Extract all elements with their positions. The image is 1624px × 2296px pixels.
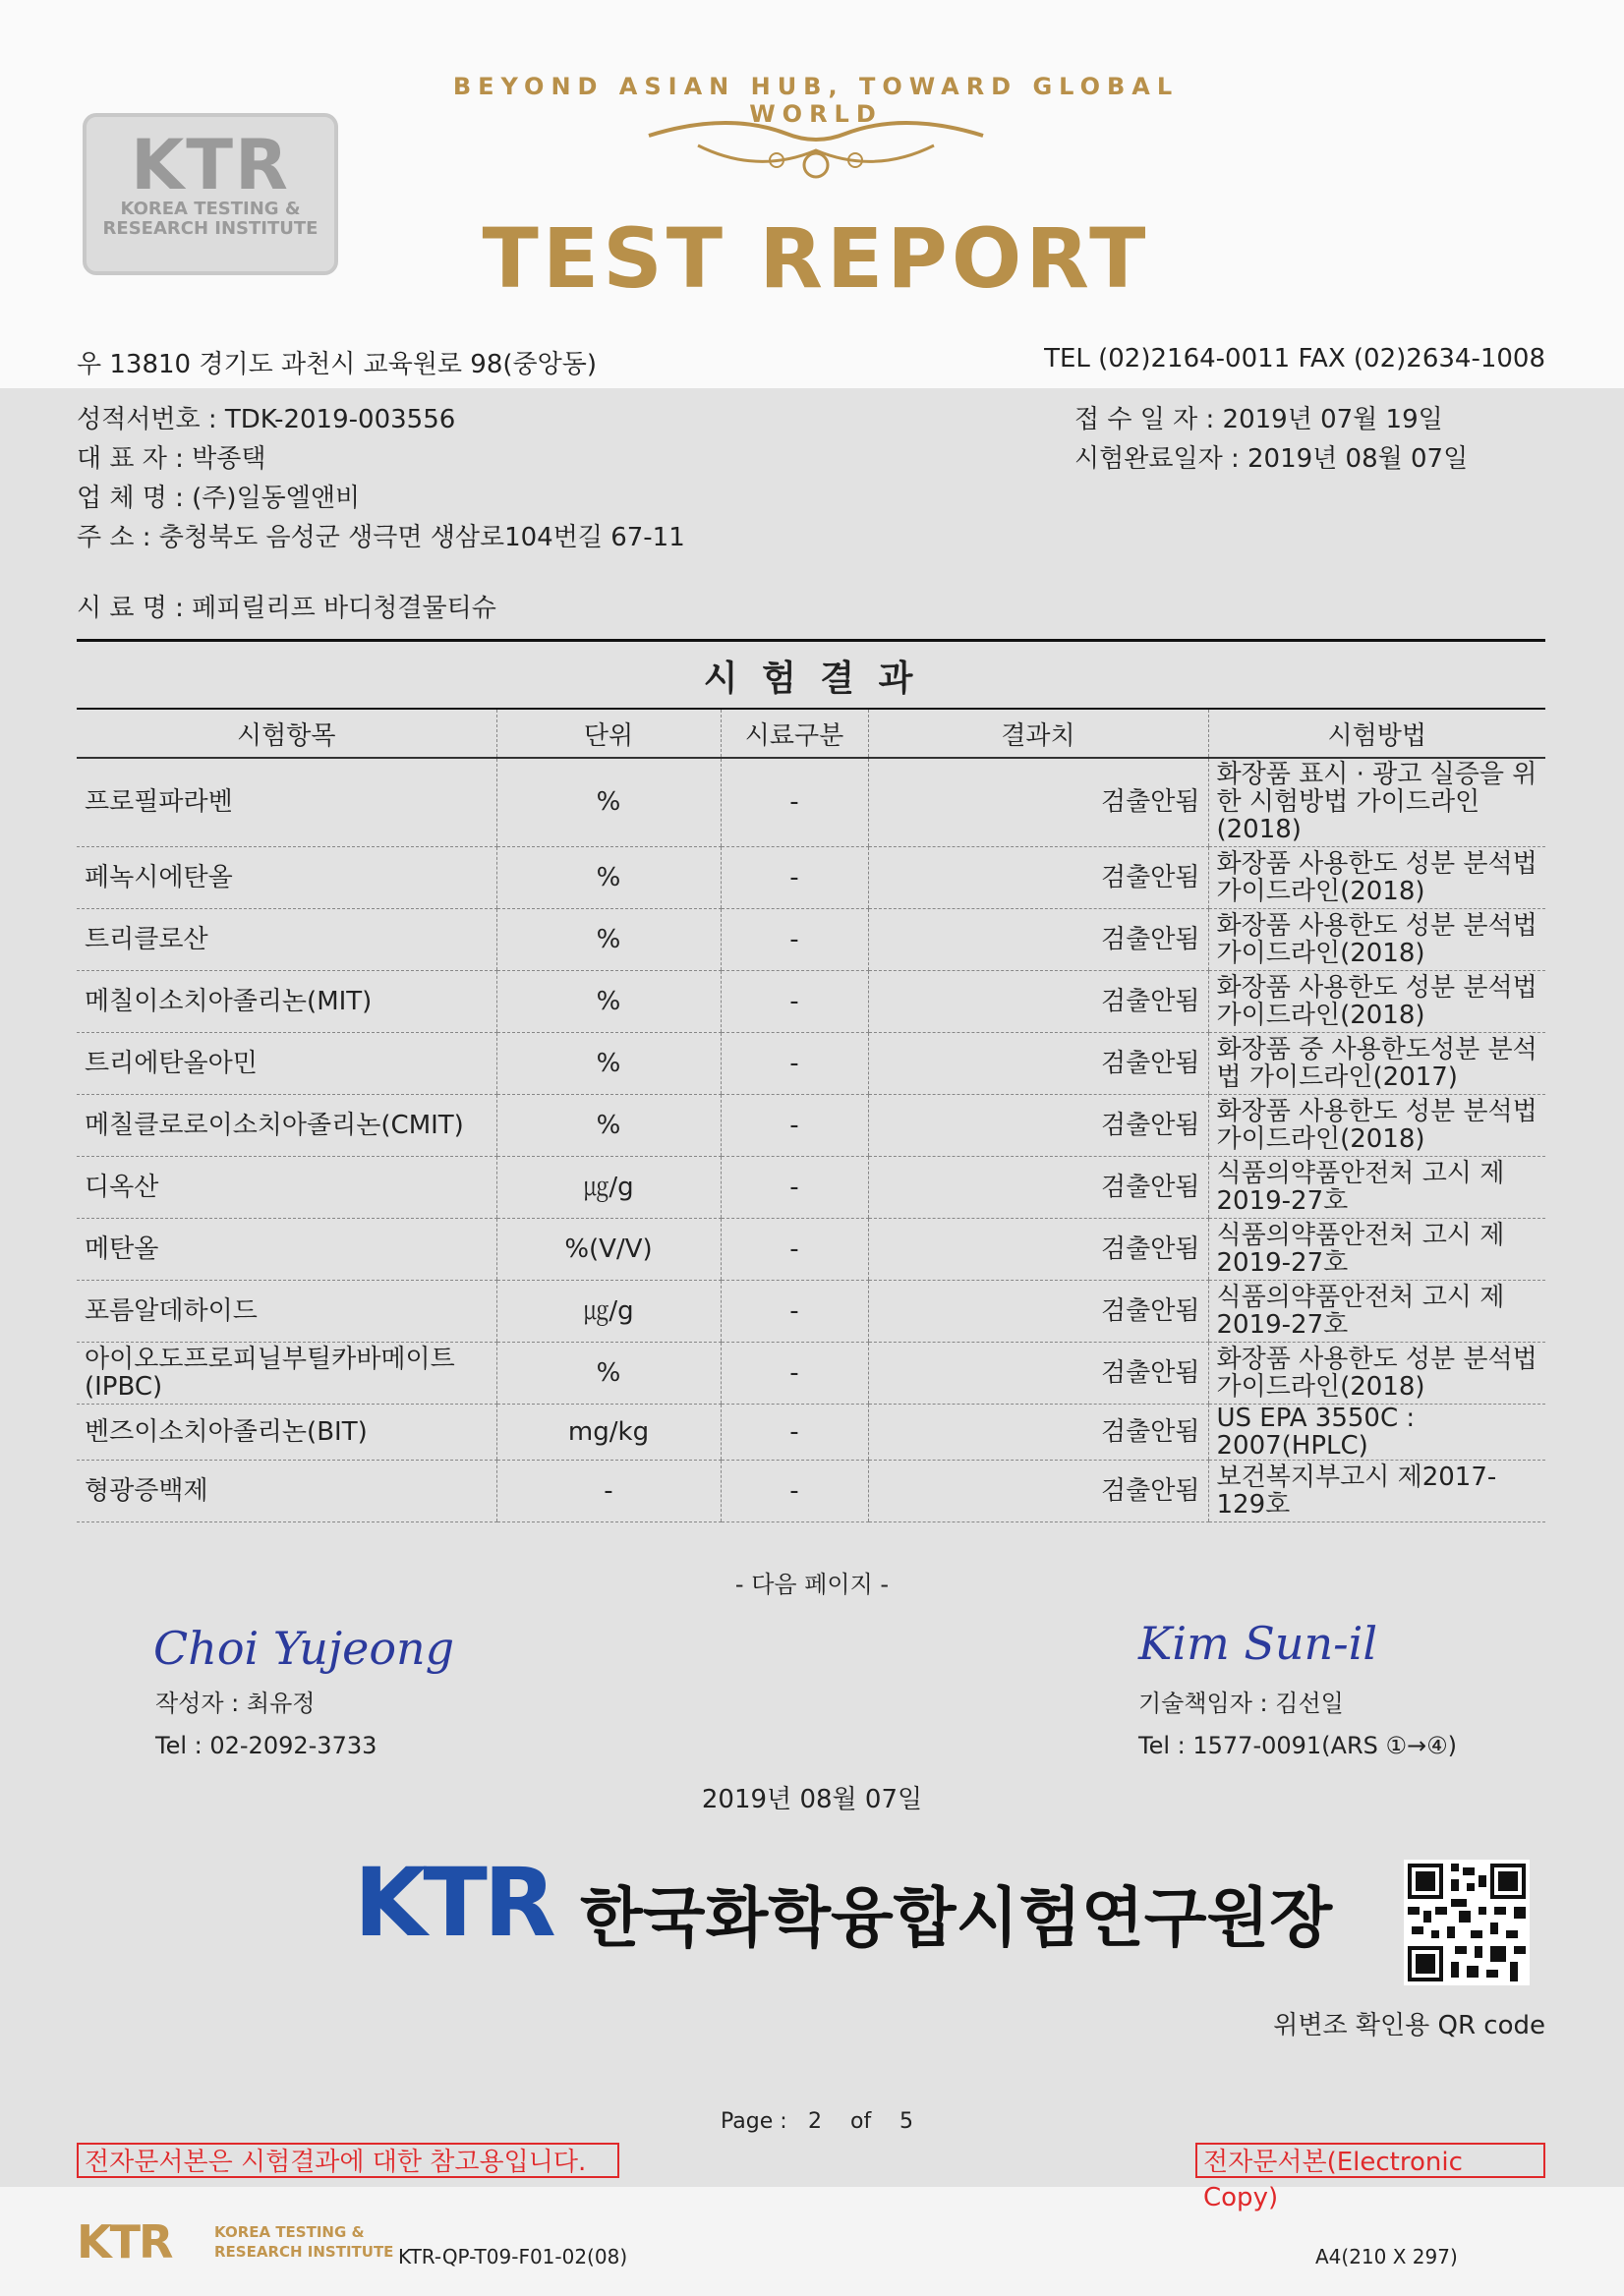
cell-result: 검출안됨 [868,846,1208,908]
cell-sample: - [721,1404,868,1460]
cell-sample: - [721,908,868,970]
cell-method: US EPA 3550C : 2007(HPLC) [1208,1404,1545,1460]
cell-method: 화장품 사용한도 성분 분석법 가이드라인(2018) [1208,1094,1545,1156]
cell-item: 프로필파라벤 [77,758,496,846]
table-row [77,758,1545,846]
cell-sample: - [721,1280,868,1342]
company-name: 업 체 명 : (주)일동엘앤비 [77,484,361,513]
table-row [77,1218,1545,1280]
results-top-rule [77,639,1545,642]
cell-item: 페녹시에탄올 [77,846,496,908]
technical-manager-signature: Kim Sun-il [1138,1617,1378,1670]
col-header-method: 시험방법 [1208,710,1545,758]
cell-method: 보건복지부고시 제2017-129호 [1208,1460,1545,1521]
table-row [77,1156,1545,1218]
cell-result: 검출안됨 [868,908,1208,970]
results-title: 시 험 결 과 [703,659,919,699]
author-signature: Choi Yujeong [153,1622,455,1675]
representative: 대 표 자 : 박종택 [77,444,266,474]
author-name: 작성자 : 최유정 [155,1690,316,1717]
table-row [77,1404,1545,1460]
cell-unit: % [496,970,721,1032]
cell-method: 화장품 표시 · 광고 실증을 위한 시험방법 가이드라인(2018) [1208,758,1545,846]
cell-item: 메탄올 [77,1218,496,1280]
technical-manager-tel: Tel : 1577-0091(ARS ①→④) [1138,1732,1457,1759]
institute-tel-fax: TEL (02)2164-0011 FAX (02)2634-1008 [1044,344,1545,373]
table-row [77,1032,1545,1094]
institute-address: 우 13810 경기도 과천시 교육원로 98(중앙동) [77,350,598,379]
footer-logo-sub2: RESEARCH INSTITUTE [214,2243,394,2261]
results-table [77,710,1545,1522]
cell-unit: % [496,846,721,908]
cell-result: 검출안됨 [868,970,1208,1032]
form-code: KTR-QP-T09-F01-02(08) [398,2245,628,2268]
table-row [77,1460,1545,1521]
company-address: 주 소 : 충청북도 음성군 생극면 생삼로104번길 67-11 [77,523,685,552]
cell-item: 메칠클로로이소치아졸리논(CMIT) [77,1094,496,1156]
col-header-item: 시험항목 [77,710,496,758]
qr-code-icon [1404,1860,1530,1985]
page-current: 2 [808,2109,822,2134]
qr-label: 위변조 확인용 QR code [1273,2011,1545,2040]
cell-item: 메칠이소치아졸리논(MIT) [77,970,496,1032]
cell-item: 형광증백제 [77,1460,496,1521]
cell-result: 검출안됨 [868,1404,1208,1460]
cell-unit: % [496,1342,721,1404]
cell-result: 검출안됨 [868,1280,1208,1342]
cell-method: 식품의약품안전처 고시 제2019-27호 [1208,1156,1545,1218]
cell-method: 식품의약품안전처 고시 제2019-27호 [1208,1280,1545,1342]
cell-sample: - [721,1342,868,1404]
cell-item: 포름알데하이드 [77,1280,496,1342]
cell-result: 검출안됨 [868,1094,1208,1156]
footer-band [0,2187,1624,2296]
institute-name: 한국화학융합시험연구원장 [580,1880,1333,1956]
report-title: TEST REPORT [482,210,1150,307]
received-date: 접 수 일 자 : 2019년 07월 19일 [1074,405,1443,434]
slogan: BEYOND ASIAN HUB, TOWARD GLOBAL WORLD [452,73,1180,128]
cell-sample: - [721,1460,868,1521]
cell-sample: - [721,1156,868,1218]
cell-result: 검출안됨 [868,1460,1208,1521]
cell-sample: - [721,1032,868,1094]
cell-method: 화장품 사용한도 성분 분석법 가이드라인(2018) [1208,970,1545,1032]
cell-method: 화장품 중 사용한도성분 분석법 가이드라인(2017) [1208,1032,1545,1094]
ktr-watermark-logo: KTR KOREA TESTING & RESEARCH INSTITUTE [83,113,338,275]
reference-notice: 전자문서본은 시험결과에 대한 참고용입니다. [77,2143,619,2178]
footer-logo-sub1: KOREA TESTING & [214,2223,365,2241]
cell-method: 화장품 사용한도 성분 분석법 가이드라인(2018) [1208,1342,1545,1404]
cell-item: 트리에탄올아민 [77,1032,496,1094]
electronic-copy-notice: 전자문서본(Electronic Copy) [1195,2143,1545,2178]
cell-unit: ㎍/g [496,1280,721,1342]
results-header-row [77,710,1545,758]
cell-method: 화장품 사용한도 성분 분석법 가이드라인(2018) [1208,908,1545,970]
author-tel: Tel : 02-2092-3733 [155,1732,377,1759]
col-header-result: 결과치 [868,710,1208,758]
table-row [77,1280,1545,1342]
cell-sample: - [721,1094,868,1156]
ornament-icon [639,106,993,195]
cell-sample: - [721,758,868,846]
cell-item: 트리클로산 [77,908,496,970]
table-row [77,908,1545,970]
sample-name: 시 료 명 : 페피릴리프 바디청결물티슈 [77,594,496,623]
table-row [77,1094,1545,1156]
page-label: Page : [721,2109,787,2134]
next-page-note: - 다음 페이지 - [734,1571,890,1598]
cell-unit: % [496,908,721,970]
cell-unit: %(V/V) [496,1218,721,1280]
cell-result: 검출안됨 [868,758,1208,846]
table-row [77,1342,1545,1404]
cell-item: 벤즈이소치아졸리논(BIT) [77,1404,496,1460]
issue-date: 2019년 08월 07일 [701,1785,923,1814]
institute-logo: KTR [354,1848,552,1958]
col-header-unit: 단위 [496,710,721,758]
technical-manager-name: 기술책임자 : 김선일 [1138,1690,1344,1717]
paper-size: A4(210 X 297) [1315,2245,1458,2268]
cell-result: 검출안됨 [868,1218,1208,1280]
cell-result: 검출안됨 [868,1342,1208,1404]
cell-item: 아이오도프로피닐부틸카바메이트(IPBC) [77,1342,496,1404]
cell-unit: % [496,758,721,846]
completed-date: 시험완료일자 : 2019년 08월 07일 [1074,444,1469,474]
cell-result: 검출안됨 [868,1156,1208,1218]
footer-logo: KTR [77,2215,172,2268]
page-of: of [850,2109,872,2134]
table-row [77,970,1545,1032]
cell-unit: % [496,1094,721,1156]
cell-sample: - [721,846,868,908]
cell-item: 디옥산 [77,1156,496,1218]
cell-unit: mg/kg [496,1404,721,1460]
cell-sample: - [721,1218,868,1280]
cell-unit: - [496,1460,721,1521]
report-number: 성적서번호 : TDK-2019-003556 [77,405,456,434]
col-header-sample: 시료구분 [721,710,868,758]
cell-method: 식품의약품안전처 고시 제2019-27호 [1208,1218,1545,1280]
cell-method: 화장품 사용한도 성분 분석법 가이드라인(2018) [1208,846,1545,908]
cell-unit: % [496,1032,721,1094]
cell-result: 검출안됨 [868,1032,1208,1094]
cell-sample: - [721,970,868,1032]
cell-unit: ㎍/g [496,1156,721,1218]
page-total: 5 [899,2109,913,2134]
table-row [77,846,1545,908]
